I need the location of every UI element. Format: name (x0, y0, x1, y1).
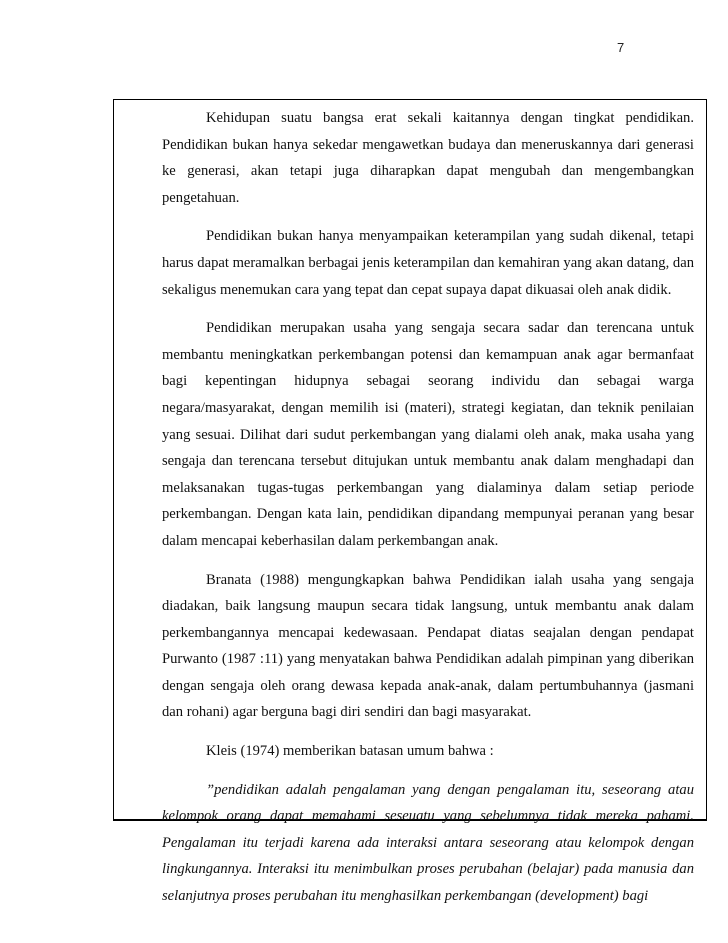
paragraph-1: Kehidupan suatu bangsa erat sekali kaitannya dengan tingkat pendidikan. Pendidikan bukan hanya sekedar mengawetkan budaya dan meneruskannya dari generasi ke generasi, akan tetapi juga diharapkan dapat mengubah dan mengembangkan pengetahuan. (162, 110, 694, 206)
page-number: 7 (617, 40, 625, 55)
paragraph-3: Pendidikan merupakan usaha yang sengaja secara sadar dan terencana untuk membantu meningkatkan perkembangan potensi dan kemampuan anak agar bermanfaat bagi kepentingan hidupnya sebagai seorang individu dan sebagai warga negara/masyarakat, dengan memilih isi (materi), strategi kegiatan, dan teknik penilaian yang sesuai. Dilihat dari sudut perkembangan yang dialami oleh anak, maka usaha yang sengaja dan terencana tersebut ditujukan untuk membantu anak dalam menghadapi dan melaksanakan tugas-tugas perkembangan yang dialaminya dalam setiap periode perkembangan. Dengan kata lain, pendidikan dipandang mempunyai peranan yang besar dalam mencapai keberhasilan dalam perkembangan anak. (162, 320, 694, 549)
text-frame (113, 99, 707, 905)
body-text (162, 105, 694, 922)
paragraph-2: Pendidikan bukan hanya menyampaikan keterampilan yang sudah dikenal, tetapi harus dapat meramalkan berbagai jenis keterampilan dan kemahiran yang akan datang, dan sekaligus menemukan cara yang tepat dan cepat supaya dapat dikuasai oleh anak didik. (162, 228, 694, 298)
paragraph-4: Branata (1988) mengungkapkan bahwa Pendidikan ialah usaha yang sengaja diadakan, baik langsung maupun secara tidak langsung, untuk membantu anak dalam perkembangannya mencapai kedewasaan. Pendapat diatas seajalan dengan pendapat Purwanto (1987 :11) yang menyatakan bahwa Pendidikan adalah pimpinan yang diberikan dengan sengaja oleh orang dewasa kepada anak-anak, dalam pertumbuhannya (jasmani dan rohani) agar berguna bagi diri sendiri dan bagi masyarakat. (162, 571, 694, 721)
paragraph-5: Kleis (1974) memberikan batasan umum bahwa : (206, 743, 494, 760)
quote-paragraph: ”pendidikan adalah pengalaman yang dengan pengalaman itu, seseorang atau kelompok orang dapat memahami seseuatu yang sebelumnya tidak mereka pahami. Pengalaman itu terjadi karena ada interaksi antara seseorang atau kelompok dengan lingkungannya. Interaksi itu menimbulkan proses perubahan (belajar) pada manusia dan selanjutnya proses perubahan itu menghasilkan perkembangan (development) bagi (162, 781, 694, 905)
